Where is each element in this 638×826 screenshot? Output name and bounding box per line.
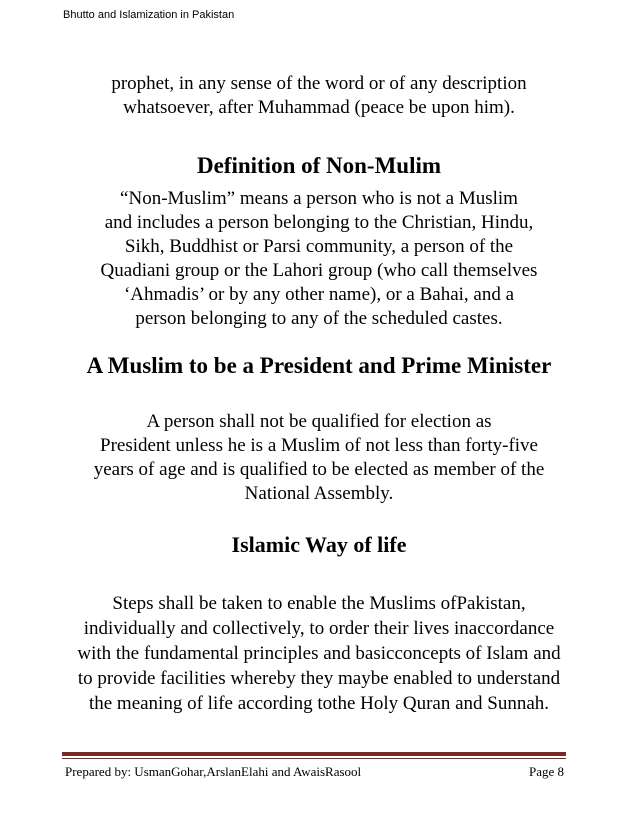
paragraph-line: to provide facilities whereby they maybe enabled to understand: [77, 668, 561, 689]
footer-prepared-by: Prepared by: UsmanGohar,ArslanElahi and AwaisRasool: [65, 764, 362, 779]
paragraph-line: A person shall not be qualified for election as: [146, 411, 492, 432]
paragraph-line: Sikh, Buddhist or Parsi community, a person of the: [124, 236, 514, 257]
non-muslim-paragraph: [0, 187, 638, 331]
running-header: Bhutto and Islamization in Pakistan: [63, 9, 235, 21]
paragraph-line: and includes a person belonging to the Christian, Hindu,: [104, 212, 534, 233]
paragraph-line: President unless he is a Muslim of not less than forty-five: [100, 435, 538, 456]
president-paragraph: [0, 410, 638, 506]
paragraph-line: Quadiani group or the Lahori group (who call themselves: [100, 260, 538, 281]
heading-way-of-life: Islamic Way of life: [231, 532, 407, 557]
footer-divider-thin: [62, 758, 566, 759]
paragraph-line: individually and collectively, to order their lives inaccordance: [83, 618, 555, 639]
paragraph-line: Steps shall be taken to enable the Muslims ofPakistan,: [112, 593, 526, 614]
paragraph-line: person belonging to any of the scheduled castes.: [135, 308, 503, 329]
paragraph-line: with the fundamental principles and basicconcepts of Islam and: [77, 643, 561, 664]
way-of-life-paragraph: [0, 591, 638, 716]
heading-president: A Muslim to be a President and Prime Minister: [86, 353, 552, 378]
footer-divider: [62, 752, 566, 756]
paragraph-line: the meaning of life according tothe Holy Quran and Sunnah.: [88, 693, 550, 714]
paragraph-line: National Assembly.: [244, 483, 394, 504]
paragraph-line: “Non-Muslim” means a person who is not a Muslim: [120, 188, 518, 209]
continuation-paragraph: [0, 72, 638, 120]
paragraph-line: prophet, in any sense of the word or of any description: [111, 73, 527, 94]
paragraph-line: years of age and is qualified to be elected as member of the: [93, 459, 545, 480]
footer-page-number: Page 8: [528, 764, 564, 779]
paragraph-line: ‘Ahmadis’ or by any other name), or a Bahai, and a: [123, 284, 515, 305]
paragraph-line: whatsoever, after Muhammad (peace be upon him).: [123, 97, 515, 118]
heading-non-muslim: Definition of Non-Mulim: [196, 153, 442, 178]
